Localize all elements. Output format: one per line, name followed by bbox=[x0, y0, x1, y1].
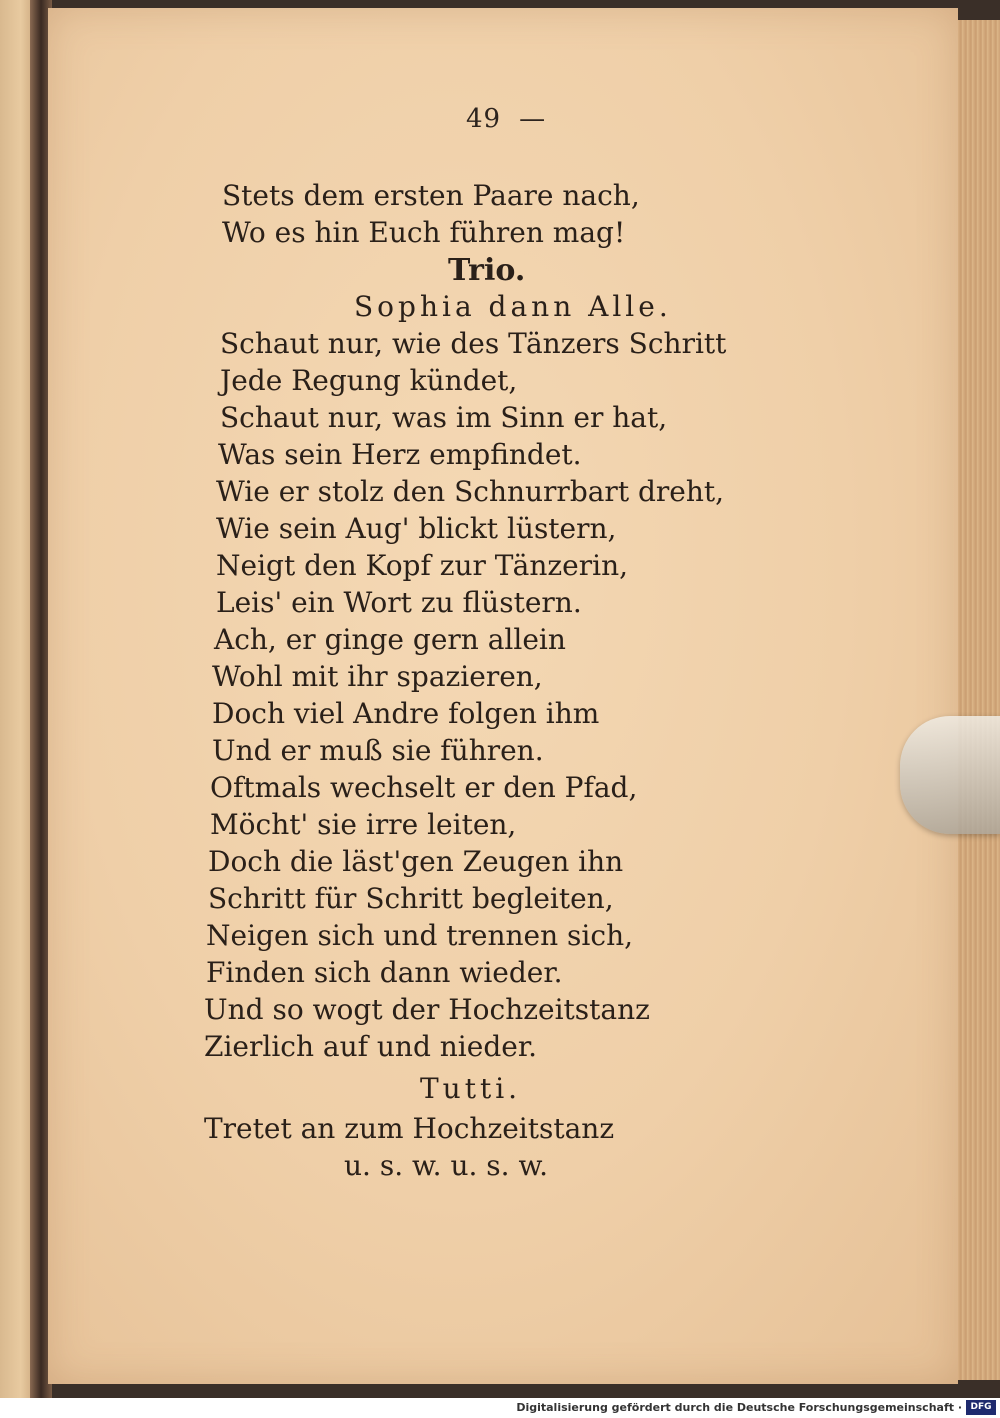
verse-line: Wie sein Aug' blickt lüstern, bbox=[216, 512, 617, 545]
page-number: 49 bbox=[466, 104, 502, 134]
verse-line: Ach, er ginge gern allein bbox=[214, 623, 566, 656]
verse-line: Oftmals wechselt er den Pfad, bbox=[210, 771, 638, 804]
section-heading-trio: Trio. bbox=[448, 253, 526, 288]
verse-line: Doch die läst'gen Zeugen ihn bbox=[208, 845, 624, 878]
verse-line: Neigen sich und trennen sich, bbox=[206, 919, 633, 952]
verse-line: Finden sich dann wieder. bbox=[206, 956, 563, 989]
dfg-logo-icon: DFG bbox=[966, 1400, 996, 1415]
verse-line: Leis' ein Wort zu flüstern. bbox=[216, 586, 582, 619]
verse-line: Wo es hin Euch führen mag! bbox=[222, 216, 626, 249]
verse-line: Wohl mit ihr spazieren, bbox=[212, 660, 543, 693]
verse-line-etc: u. s. w. u. s. w. bbox=[344, 1149, 548, 1182]
verse-line: Tretet an zum Hochzeitstanz bbox=[204, 1112, 615, 1145]
section-heading-tutti: Tutti. bbox=[420, 1072, 522, 1105]
verse-line: Zierlich auf und nieder. bbox=[204, 1030, 538, 1063]
verse-line: Schaut nur, was im Sinn er hat, bbox=[220, 401, 668, 434]
verse-line: Wie er stolz den Schnurrbart dreht, bbox=[216, 475, 725, 508]
verse-line: Möcht' sie irre leiten, bbox=[210, 808, 517, 841]
page-stack-edge bbox=[958, 20, 1000, 1380]
verse-line: Doch viel Andre folgen ihm bbox=[212, 697, 600, 730]
verse-line: Schaut nur, wie des Tänzers Schritt bbox=[220, 327, 727, 360]
verse-line: Jede Regung kündet, bbox=[220, 364, 518, 397]
verse-line: Was sein Herz empfindet. bbox=[218, 438, 582, 471]
page-header bbox=[466, 104, 545, 134]
funding-credit: Digitalisierung gefördert durch die Deutsche Forschungsgemeinschaft · bbox=[516, 1401, 962, 1414]
header-dash: — bbox=[519, 104, 546, 134]
verse-line: Schritt für Schritt begleiten, bbox=[208, 882, 614, 915]
verse-line: Stets dem ersten Paare nach, bbox=[222, 179, 640, 212]
speaker-heading: Sophia dann Alle. bbox=[354, 290, 672, 323]
book-clip bbox=[900, 716, 1000, 834]
verse-line: Neigt den Kopf zur Tänzerin, bbox=[216, 549, 629, 582]
verse-line: Und so wogt der Hochzeitstanz bbox=[204, 993, 650, 1026]
verse-line: Und er muß sie führen. bbox=[212, 734, 544, 767]
